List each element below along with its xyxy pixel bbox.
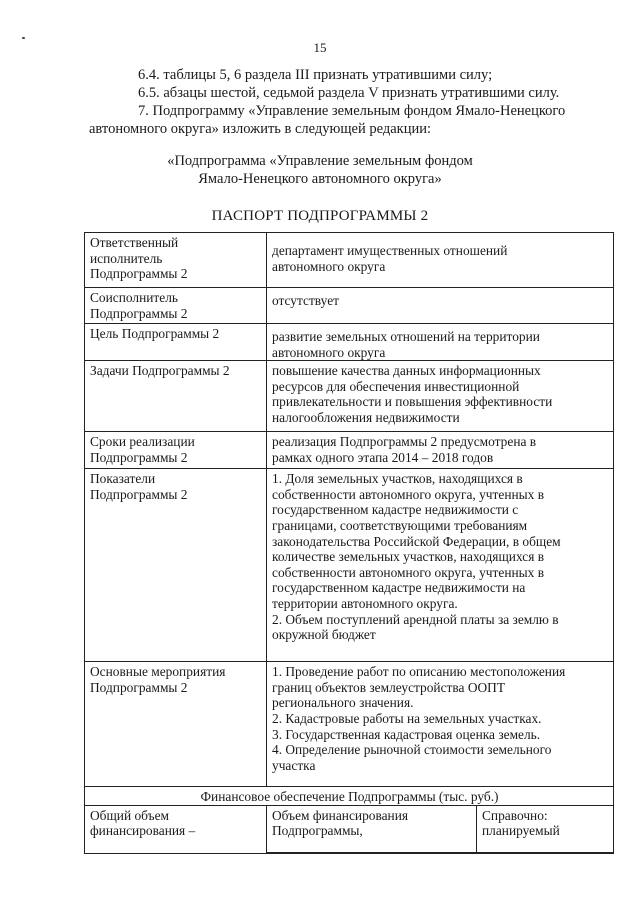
- row-value-responsible: департамент имущественных отношений автономного округа: [267, 233, 614, 288]
- paragraph-7-line-1: 7. Подпрограмму «Управление земельным фондом Ямало-Ненецкого: [138, 103, 566, 119]
- funding-header: Финансовое обеспечение Подпрограммы (тыс. руб.): [85, 787, 614, 806]
- row-label-coexecutor: Соисполнитель Подпрограммы 2: [85, 288, 267, 324]
- row-label-activities: Основные мероприятия Подпрограммы 2: [85, 662, 267, 787]
- paragraph-7-line-2: автономного округа» изложить в следующей редакции:: [89, 121, 432, 137]
- row-label-responsible: Ответственный исполнитель Подпрограммы 2: [85, 233, 267, 288]
- passport-table: [84, 232, 614, 854]
- row-label-tasks: Задачи Подпрограммы 2: [85, 361, 267, 432]
- table-row: [85, 288, 614, 324]
- row-value-activities: 1. Проведение работ по описанию местоположения границ объектов землеустройства ООПТ регионального значения. 2. Кадастровые работы на земельных участках. 3. Государственная кадастровая оценка земель. 4. Определение рыночной стоимости земельного участка: [267, 662, 614, 787]
- paragraph-6-5: 6.5. абзацы шестой, седьмой раздела V признать утратившими силу.: [138, 85, 560, 101]
- row-label-indicators: Показатели Подпрограммы 2: [85, 469, 267, 662]
- row-value-goal: развитие земельных отношений на территории автономного округа: [267, 324, 614, 361]
- paragraph-6-4: 6.4. таблицы 5, 6 раздела III признать утратившими силу;: [138, 67, 493, 83]
- row-value-terms: реализация Подпрограммы 2 предусмотрена в рамках одного этапа 2014 – 2018 годов: [267, 432, 614, 469]
- table-row: [85, 787, 614, 806]
- table-row: [85, 432, 614, 469]
- row-label-goal: Цель Подпрограммы 2: [85, 324, 267, 361]
- page-number: 15: [313, 40, 327, 55]
- table-row: [85, 233, 614, 288]
- funding-volume-label: Объем финансирования Подпрограммы,: [267, 806, 477, 853]
- table-row: [85, 662, 614, 787]
- subprogram-quote-line-1: «Подпрограмма «Управление земельным фондом: [167, 153, 473, 169]
- table-row: [85, 805, 614, 853]
- row-label-terms: Сроки реализации Подпрограммы 2: [85, 432, 267, 469]
- funding-subtable-cell: [267, 805, 614, 853]
- subprogram-quote-line-2: Ямало-Ненецкого автономного округа»: [198, 171, 442, 187]
- passport-title: ПАСПОРТ ПОДПРОГРАММЫ 2: [211, 208, 429, 224]
- row-value-tasks: повышение качества данных информационных ресурсов для обеспечения инвестиционной привлекательности и повышения эффективности налогообложения недвижимости: [267, 361, 614, 432]
- scan-speck: [22, 37, 25, 39]
- row-value-indicators: 1. Доля земельных участков, находящихся в собственности автономного округа, учтенных в государственном кадастре недвижимости с границами, соответствующими требованиям законодательства Российской Федерации, в общем количестве земельных участков, находящихся в собственности автономного округа, учтенных в государственном кадастре недвижимости на территории автономного округа. 2. Объем поступлений арендной платы за землю в окружной бюджет: [267, 469, 614, 662]
- funding-total-label: Общий объем финансирования –: [85, 805, 267, 853]
- row-value-coexecutor: отсутствует: [267, 288, 614, 324]
- funding-reference-label: Справочно: планируемый: [477, 806, 614, 853]
- table-row: [85, 324, 614, 361]
- table-row: [85, 469, 614, 662]
- funding-subtable: [267, 806, 613, 853]
- table-row: [85, 361, 614, 432]
